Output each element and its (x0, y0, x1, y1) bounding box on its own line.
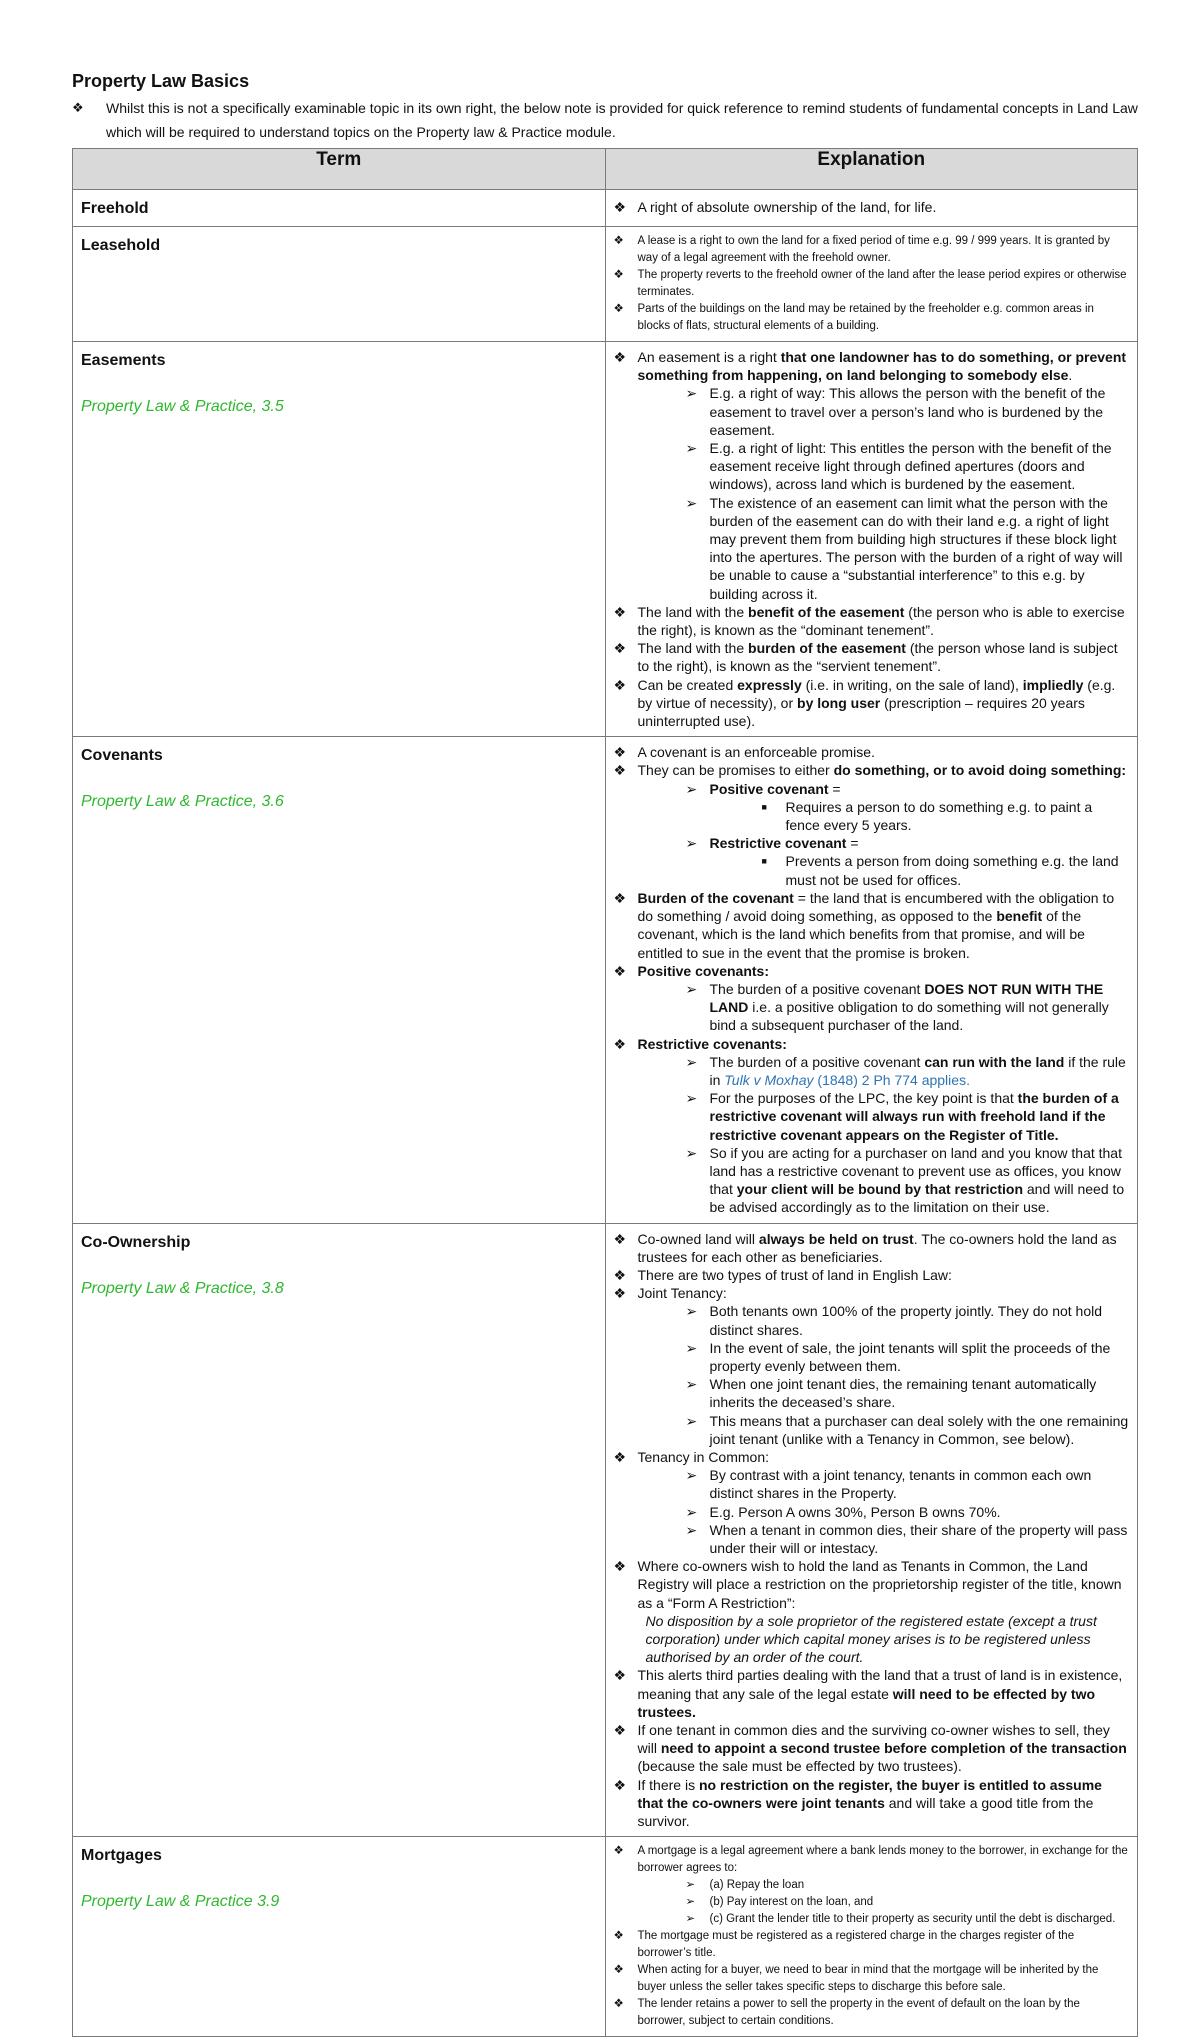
header-explanation: Explanation (605, 149, 1138, 190)
reference-mortgages: Property Law & Practice 3.9 (81, 1893, 280, 1911)
intro-paragraph (72, 96, 1138, 144)
arrow-bullet-icon: ➢ (685, 1144, 698, 1161)
arrow-bullet-icon: ➢ (685, 1503, 698, 1520)
diamond-bullet-icon: ❖ (613, 1776, 627, 1793)
diamond-bullet-icon: ❖ (613, 1930, 624, 1943)
term-coownership: Co-Ownership (81, 1233, 191, 1251)
diamond-bullet-icon: ❖ (613, 1230, 627, 1247)
reference-covenants: Property Law & Practice, 3.6 (81, 793, 284, 811)
diamond-bullet-icon: ❖ (613, 762, 627, 779)
term-cell (73, 1223, 606, 1837)
term-cell (73, 190, 606, 227)
explanation-cell: ❖ An easement is a right that one landowner has to do something, or prevent something from happening, on land belonging to somebody else. ➢ E.g. a right of way: This allows the person with the benefit of the easement to travel over a person’s land who is burdened by the easement. ➢ E.g. a right of light: This entitles the person with the benefit of the easement receive light through defined apertures (doors and windows), across land which is burdened by the easement. ➢ The existence of an easement can limit what the person with the burden of the easement can do with their land e.g. a right of light may prevent them from building high structures if these block light into the apertures. The person with the burden of a right of way will be unable to cause a “substantial interference” to this e.g. by building across it. ❖ The land with the benefit of the easement (the person who is able to exercise the right), is known as the “dominant tenement”. ❖ The land with the burden of the easement (the person whose land is subject to the right), is known as the “servient tenement”. ❖ Can be created expressly (i.e. in writing, on the sale of land), impliedly (e.g. by virtue of necessity), or by long user (prescription – requires 20 years uninterrupted use). (605, 342, 1138, 737)
term-covenants: Covenants (81, 747, 163, 765)
diamond-bullet-icon: ❖ (613, 676, 627, 693)
reference-easements: Property Law & Practice, 3.5 (81, 398, 284, 415)
arrow-bullet-icon: ➢ (685, 980, 698, 997)
terms-table (72, 148, 1138, 2037)
table-row-easements (73, 342, 1138, 737)
diamond-bullet-icon: ❖ (613, 1448, 627, 1465)
diamond-bullet-icon: ❖ (613, 349, 627, 365)
diamond-bullet-icon: ❖ (613, 640, 627, 657)
reference-coownership: Property Law & Practice, 3.8 (81, 1279, 284, 1297)
arrow-bullet-icon: ➢ (685, 440, 698, 457)
term-easements: Easements (81, 352, 166, 369)
arrow-bullet-icon: ➢ (685, 1303, 698, 1320)
table-row-freehold (73, 190, 1138, 227)
diamond-bullet-icon: ❖ (613, 1558, 627, 1575)
diamond-bullet-icon: ❖ (613, 1845, 624, 1858)
arrow-bullet-icon: ➢ (685, 835, 698, 852)
explanation-cell: ❖ A lease is a right to own the land for a fixed period of time e.g. 99 / 999 years. It is granted by way of a legal agreement with the freehold owner. ❖ The property reverts to the freehold owner of the land after the lease period expires or otherwise terminates. ❖ Parts of the buildings on the land may be retained by the freeholder e.g. common areas in blocks of flats, structural elements of a building. (605, 227, 1138, 342)
arrow-bullet-icon: ➢ (685, 1090, 698, 1107)
term-cell (73, 342, 606, 737)
diamond-bullet-icon: ❖ (613, 235, 624, 247)
diamond-bullet-icon: ❖ (613, 1035, 627, 1052)
diamond-bullet-icon: ❖ (613, 269, 624, 281)
diamond-bullet-icon: ❖ (613, 889, 627, 906)
diamond-bullet-icon: ❖ (72, 100, 84, 115)
table-header-row (73, 149, 1138, 190)
diamond-bullet-icon: ❖ (613, 744, 627, 761)
document-title: Property Law Basics (72, 71, 250, 91)
square-bullet-icon: ■ (761, 856, 767, 867)
arrow-bullet-icon: ➢ (685, 780, 698, 797)
term-freehold: Freehold (81, 200, 149, 217)
arrow-bullet-icon: ➢ (685, 1412, 698, 1429)
diamond-bullet-icon: ❖ (613, 1266, 627, 1283)
diamond-bullet-icon: ❖ (613, 603, 627, 620)
table-row-mortgages (73, 1837, 1138, 2037)
arrow-bullet-icon: ➢ (685, 1521, 698, 1538)
arrow-bullet-icon: ➢ (685, 1339, 698, 1356)
term-cell (73, 227, 606, 342)
intro-text: Whilst this is not a specifically examinable topic in its own right, the below note is provided for quick reference to remind students of fundamental concepts in Land Law which will be required to understand topics on the Property law & Practice module. (106, 100, 1138, 140)
explanation-cell: ❖ A mortgage is a legal agreement where a bank lends money to the borrower, in exchange for the borrower agrees to: ➢ (a) Repay the loan ➢ (b) Pay interest on the loan, and ➢ (c) Grant the lender title to their property as security until the debt is discharged. ❖ The mortgage must be registered as a registered charge in the charges register of the borrower’s title. ❖ When acting for a buyer, we need to bear in mind that the mortgage will be inherited by the buyer unless the seller takes specific steps to discharge this before sale. ❖ The lender retains a power to sell the property in the event of default on the loan by the borrower, subject to certain conditions. (605, 1837, 1138, 2037)
explanation-cell: ❖ A right of absolute ownership of the land, for life. (605, 190, 1138, 227)
diamond-bullet-icon: ❖ (613, 1964, 624, 1977)
diamond-bullet-icon: ❖ (613, 1998, 624, 2011)
term-cell (73, 737, 606, 1223)
arrow-bullet-icon: ➢ (685, 494, 698, 511)
diamond-bullet-icon: ❖ (613, 199, 627, 215)
diamond-bullet-icon: ❖ (613, 1285, 627, 1302)
table-row-covenants (73, 737, 1138, 1223)
arrow-bullet-icon: ➢ (685, 1467, 698, 1484)
table-row-leasehold (73, 227, 1138, 342)
case-link[interactable]: Tulk v Moxhay (724, 1071, 814, 1088)
diamond-bullet-icon: ❖ (613, 1722, 627, 1739)
header-term: Term (73, 149, 606, 190)
arrow-bullet-icon: ➢ (685, 1053, 698, 1070)
diamond-bullet-icon: ❖ (613, 962, 627, 979)
term-leasehold: Leasehold (81, 237, 161, 254)
explanation-cell: ❖ A covenant is an enforceable promise. ❖ They can be promises to either do something, or to avoid doing something: ➢ Positive covenant = ■ Requires a person to do something e.g. to paint a fence every 5 years. ➢ Restrictive covenant = ■ Prevents a person from doing something e.g. the land must not be used for offices. ❖ Burden of the covenant = the land that is encumbered with the obligation to do something / avoid doing something, as opposed to the benefit of the covenant, which is the land which benefits from that promise, and will be entitled to sue in the event that the promise is broken. ❖ Positive covenants: ➢ The burden of a positive covenant DOES NOT RUN WITH THE LAND i.e. a positive obligation to do something will not generally bind a subsequent purchaser of the land. ❖ Restrictive covenants: ➢ The burden of a positive covenant can run with the land if the rule in Tulk v Moxhay (1848) 2 Ph 774 applies. ➢ For the purposes of the LPC, the key point is that the burden of a restrictive covenant will always run with freehold land if the restrictive covenant appears on the Register of Title. ➢ So if you are acting for a purchaser on land and you know that that land has a restrictive covenant to prevent use as offices, you know that your client will be bound by that restriction and will need to be advised accordingly as to the limitation on their use. (605, 737, 1138, 1223)
arrow-bullet-icon: ➢ (685, 1913, 696, 1926)
arrow-bullet-icon: ➢ (685, 1879, 696, 1892)
arrow-bullet-icon: ➢ (685, 385, 698, 402)
diamond-bullet-icon: ❖ (613, 303, 624, 315)
explanation-cell: ❖ Co-owned land will always be held on trust. The co-owners hold the land as trustees for each other as beneficiaries. ❖ There are two types of trust of land in English Law: ❖ Joint Tenancy: ➢ Both tenants own 100% of the property jointly. They do not hold distinct shares. ➢ In the event of sale, the joint tenants will split the proceeds of the property evenly between them. ➢ When one joint tenant dies, the remaining tenant automatically inherits the deceased’s share. ➢ This means that a purchaser can deal solely with the one remaining joint tenant (unlike with a Tenancy in Common, see below). ❖ Tenancy in Common: ➢ By contrast with a joint tenancy, tenants in common each own distinct shares in the Property. ➢ E.g. Person A owns 30%, Person B owns 70%. ➢ When a tenant in common dies, their share of the property will pass under their will or intestacy. ❖ Where co-owners wish to hold the land as Tenants in Common, the Land Registry will place a restriction on the proprietorship register of the title, known as a “Form A Restriction”: No disposition by a sole proprietor of the registered estate (except a trust corporation) under which capital money arises is to be registered unless authorised by an order of the court. ❖ This alerts third parties dealing with the land that a trust of land is in existence, meaning that any sale of the legal estate will need to be effected by two trustees. ❖ If one tenant in common dies and the surviving co-owner wishes to sell, they will need to appoint a second trustee before completion of the transaction (because the sale must be effected by two trustees). ❖ If there is no restriction on the register, the buyer is entitled to assume that the co-owners were joint tenants and will take a good title from the survivor. (605, 1223, 1138, 1837)
diamond-bullet-icon: ❖ (613, 1667, 627, 1684)
term-mortgages: Mortgages (81, 1847, 162, 1865)
arrow-bullet-icon: ➢ (685, 1376, 698, 1393)
arrow-bullet-icon: ➢ (685, 1896, 696, 1909)
term-cell (73, 1837, 606, 2037)
table-row-coownership (73, 1223, 1138, 1837)
form-a-restriction-quote: No disposition by a sole proprietor of the registered estate (except a trust corporation) under which capital money arises is to be registered unless authorised by an order of the court. (645, 1612, 1097, 1666)
square-bullet-icon: ■ (761, 801, 767, 812)
document-page (72, 70, 1138, 2037)
